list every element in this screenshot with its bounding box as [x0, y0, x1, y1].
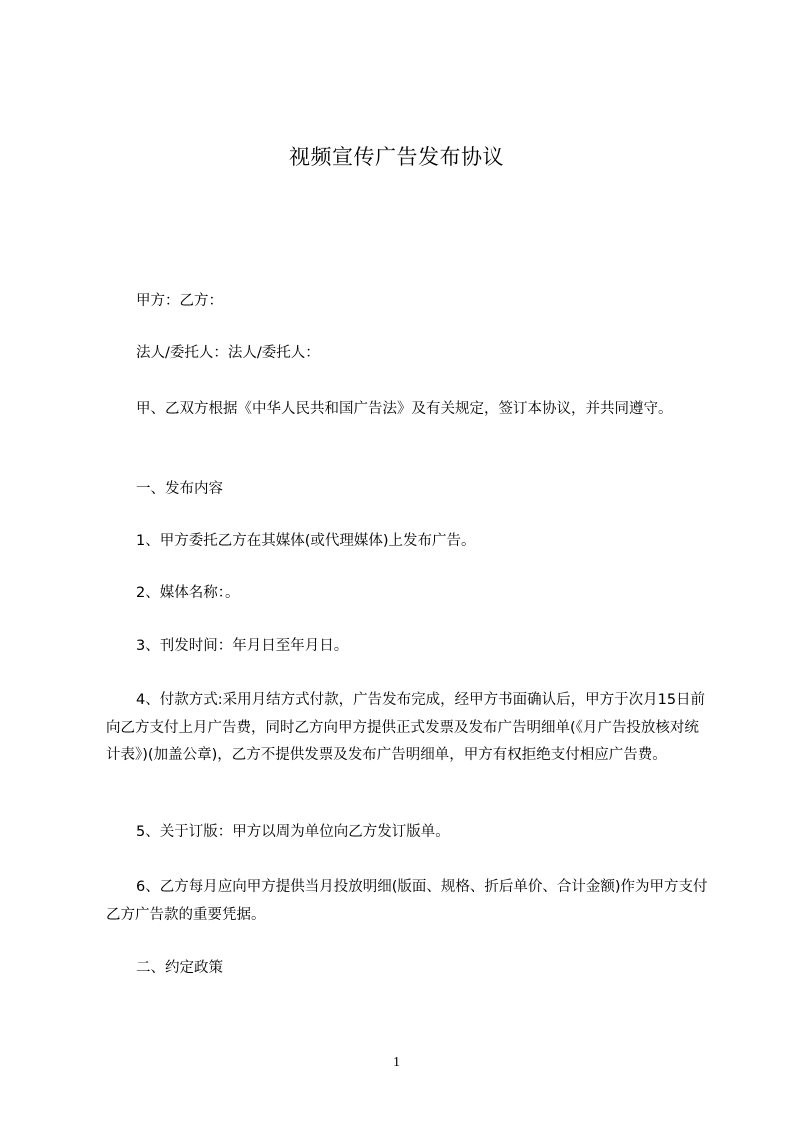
item-5: 5、关于订版：甲方以周为单位向乙方发订版单。: [136, 824, 450, 840]
page-number: 1: [393, 1055, 400, 1070]
representatives-line: 法人/委托人：法人/委托人：: [136, 345, 320, 361]
item-4-payment: 4、付款方式:采用月结方式付款，广告发布完成，经甲方书面确认后，甲方于次月15日前向乙方支付上月广告费，同时乙方向甲方提供正式发票及发布广告明细单(《月广告投放核对统计表》)(加盖公章)，乙方不提供发票及发布广告明细单，甲方有权拒绝支付相应广告费。: [106, 692, 706, 763]
item-6: 6、乙方每月应向甲方提供当月投放明细(版面、规格、折后单价、合计金额)作为甲方支付乙方广告款的重要凭据。: [106, 879, 708, 923]
item-2: 2、媒体名称：。: [136, 585, 240, 601]
section-heading-policy: 二、约定政策: [136, 960, 223, 976]
item-3: 3、刊发时间：年月日至年月日。: [136, 638, 349, 654]
preamble-paragraph: 甲、乙双方根据《中华人民共和国广告法》及有关规定，签订本协议，并共同遵守。: [136, 401, 673, 417]
document-title: 视频宣传广告发布协议: [289, 145, 504, 169]
parties-line: 甲方：乙方：: [136, 293, 223, 309]
section-heading-content: 一、发布内容: [136, 481, 223, 497]
item-1: 1、甲方委托乙方在其媒体(或代理媒体)上发布广告。: [136, 533, 476, 549]
